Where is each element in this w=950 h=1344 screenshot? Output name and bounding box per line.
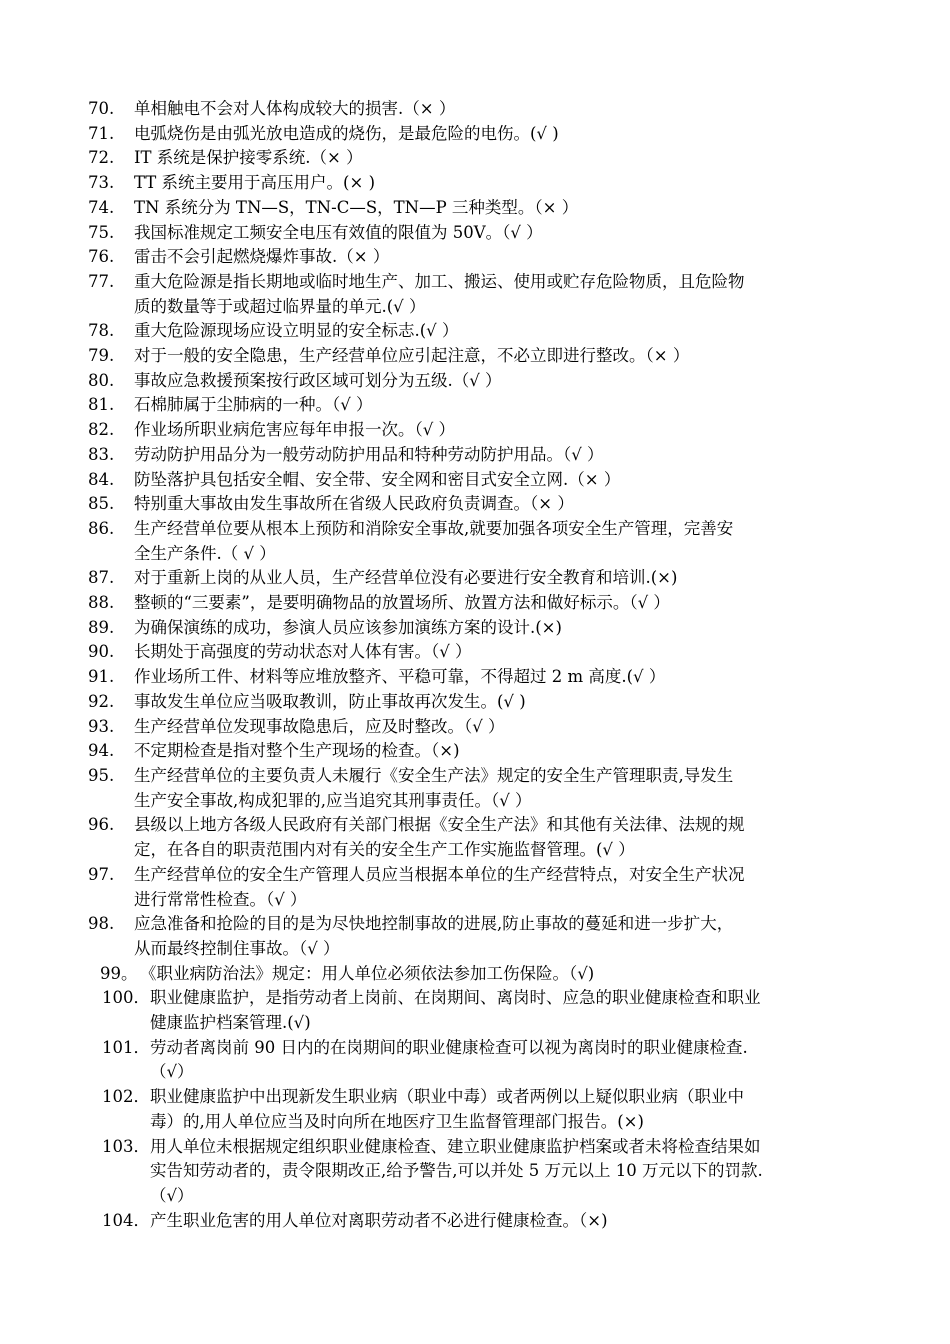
item-number: 75. (88, 222, 115, 242)
item-text: 生产经营单位的安全生产管理人员应当根据本单位的生产经营特点，对安全生产状况 进行常常性检查。（√ ） (134, 864, 745, 909)
item-number: 99。 (100, 963, 138, 983)
list-item (88, 146, 868, 171)
item-number: 96. (88, 815, 115, 835)
item-number: 103． (102, 1136, 150, 1156)
item-text: 生产经营单位的主要负责人未履行《安全生产法》规定的安全生产管理职责,导发生 生产安全事故,构成犯罪的,应当追究其刑事责任。（√ ） (134, 765, 734, 810)
list-item (88, 764, 868, 813)
item-number: 102． (102, 1087, 150, 1107)
question-list (88, 97, 868, 1233)
list-item (88, 517, 868, 566)
list-item (88, 566, 868, 591)
list-item (88, 690, 868, 715)
list-item (88, 665, 868, 690)
item-text: 对于重新上岗的从业人员，生产经营单位没有必要进行安全教育和培训.(×) (134, 568, 678, 588)
item-number: 86. (88, 518, 115, 538)
list-item (88, 221, 868, 246)
item-number: 91. (88, 667, 115, 687)
item-number: 93. (88, 716, 115, 736)
item-text: 长期处于高强度的劳动状态对人体有害。（√ ） (134, 642, 472, 662)
item-text: 为确保演练的成功，参演人员应该参加演练方案的设计.(×) (134, 617, 562, 637)
list-item (88, 492, 868, 517)
item-text: 《职业病防治法》规定：用人单位必须依法参加工伤保险。（√) (140, 963, 595, 983)
list-item (88, 443, 868, 468)
item-number: 95. (88, 765, 115, 785)
item-number: 76. (88, 247, 115, 267)
item-text: 整顿的“三要素”，是要明确物品的放置场所、放置方法和做好标示。（√ ） (134, 593, 670, 613)
list-item (88, 468, 868, 493)
item-text: 我国标准规定工频安全电压有效值的限值为 50V。（√ ） (134, 222, 543, 242)
item-text: 重大危险源是指长期地或临时地生产、加工、搬运、使用或贮存危险物质，且危险物 质的数量等于或超过临界量的单元.(√ ） (134, 271, 745, 316)
item-number: 71. (88, 123, 115, 143)
item-number: 80. (88, 370, 115, 390)
item-text: 劳动者离岗前 90 日内的在岗期间的职业健康检查可以视为离岗时的职业健康检查. （√） (150, 1037, 748, 1082)
item-text: 重大危险源现场应设立明显的安全标志.(√ ） (134, 321, 459, 341)
item-number: 89. (88, 617, 115, 637)
item-text: 作业场所职业病危害应每年申报一次。（√ ） (134, 420, 456, 440)
item-text: 石棉肺属于尘肺病的一种。（√ ） (134, 395, 373, 415)
item-number: 83. (88, 444, 115, 464)
list-item (88, 863, 868, 912)
item-text: 应急准备和抢险的目的是为尽快地控制事故的进展,防止事故的蔓延和进一步扩大， 从而最终控制住事故。（√ ） (134, 914, 734, 958)
list-item (88, 418, 868, 443)
item-number: 85. (88, 494, 115, 514)
item-number: 81. (88, 395, 115, 415)
item-text: 职业健康监护，是指劳动者上岗前、在岗期间、离岗时、应急的职业健康检查和职业 健康监护档案管理.(√) (150, 988, 761, 1033)
list-item (88, 813, 868, 862)
item-text: IT 系统是保护接零系统.（× ） (134, 148, 363, 168)
list-item (88, 640, 868, 665)
item-number: 84. (88, 469, 115, 489)
item-text: TN 系统分为 TN—S，TN-C—S，TN—P 三种类型。（× ） (134, 197, 579, 217)
item-text: 生产经营单位要从根本上预防和消除安全事故,就要加强各项安全生产管理，完善安 全生产条件.（ √ ） (134, 518, 734, 563)
item-text: 劳动防护用品分为一般劳动防护用品和特种劳动防护用品。（√ ） (134, 444, 604, 464)
list-item (88, 715, 868, 740)
item-number: 101． (102, 1037, 150, 1057)
item-number: 87. (88, 568, 115, 588)
list-item (88, 1085, 868, 1134)
item-number: 70. (88, 99, 115, 118)
item-text: TT 系统主要用于高压用户。(× ) (134, 173, 376, 193)
item-text: 不定期检查是指对整个生产现场的检查。（×) (134, 741, 460, 761)
item-text: 县级以上地方各级人民政府有关部门根据《安全生产法》和其他有关法律、法规的规 定，在各自的职责范围内对有关的安全生产工作实施监督管理。(√ ） (134, 815, 745, 860)
item-text: 雷击不会引起燃烧爆炸事故.（× ） (134, 247, 390, 267)
item-text: 特别重大事故由发生事故所在省级人民政府负责调查。（× ） (134, 494, 574, 514)
item-number: 104． (102, 1210, 150, 1230)
item-number: 79. (88, 346, 115, 366)
item-number: 98. (88, 914, 115, 934)
item-number: 90. (88, 642, 115, 662)
list-item (88, 270, 868, 319)
list-item (88, 1209, 868, 1234)
item-text: 事故应急救援预案按行政区域可划分为五级.（√ ） (134, 370, 502, 390)
item-number: 97. (88, 864, 115, 884)
list-item (88, 97, 868, 122)
list-item (88, 616, 868, 641)
list-item (88, 962, 868, 987)
list-item (88, 245, 868, 270)
item-number: 73. (88, 173, 115, 193)
item-text: 生产经营单位发现事故隐患后，应及时整改。（√ ） (134, 716, 505, 736)
list-item (88, 591, 868, 616)
item-text: 电弧烧伤是由弧光放电造成的烧伤，是最危险的电伤。(√ ) (134, 123, 559, 143)
item-text: 对于一般的安全隐患，生产经营单位应引起注意，不必立即进行整改。（× ） (134, 346, 690, 366)
item-number: 82. (88, 420, 115, 440)
list-item (88, 369, 868, 394)
item-text: 单相触电不会对人体构成较大的损害.（× ） (134, 99, 456, 118)
item-number: 74. (88, 197, 115, 217)
item-number: 77. (88, 271, 115, 291)
list-item (88, 393, 868, 418)
item-number: 78. (88, 321, 115, 341)
item-number: 100． (102, 988, 150, 1008)
list-item (88, 344, 868, 369)
item-text: 防坠落护具包括安全帽、安全带、安全网和密目式安全立网.（× ） (134, 469, 621, 489)
list-item (88, 986, 868, 1035)
list-item (88, 171, 868, 196)
list-item (88, 319, 868, 344)
item-text: 职业健康监护中出现新发生职业病（职业中毒）或者两例以上疑似职业病（职业中 毒）的,用人单位应当及时向所在地医疗卫生监督管理部门报告。(×) (150, 1087, 744, 1131)
item-number: 92. (88, 691, 115, 711)
list-item (88, 1036, 868, 1085)
item-number: 88. (88, 593, 115, 613)
item-text: 作业场所工件、材料等应堆放整齐、平稳可靠，不得超过 2 m 高度.(√ ） (134, 667, 666, 687)
item-number: 72. (88, 148, 115, 168)
list-item (88, 739, 868, 764)
item-number: 94. (88, 741, 115, 761)
list-item (88, 912, 868, 961)
item-text: 产生职业危害的用人单位对离职劳动者不必进行健康检查。（×) (150, 1210, 608, 1230)
list-item (88, 122, 868, 147)
list-item (88, 196, 868, 221)
list-item (88, 1135, 868, 1209)
item-text: 用人单位未根据规定组织职业健康检查、建立职业健康监护档案或者未将检查结果如 实告知劳动者的，责令限期改正,给予警告,可以并处 5 万元以上 10 万元以下的罚款. （√） (150, 1136, 763, 1205)
item-text: 事故发生单位应当吸取教训，防止事故再次发生。(√ ) (134, 691, 526, 711)
